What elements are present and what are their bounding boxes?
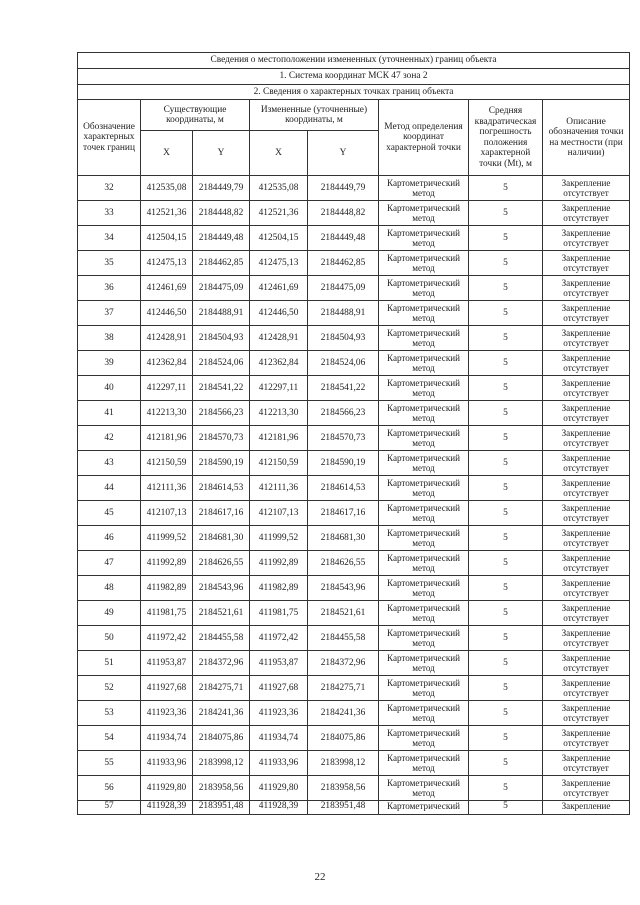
cell-existing-x: 411934,74 <box>141 726 193 751</box>
cell-existing-x: 412107,13 <box>141 501 193 526</box>
table-row <box>78 751 630 776</box>
cell-existing-y: 2184681,30 <box>193 526 250 551</box>
cell-method: Картометрический метод <box>379 301 469 326</box>
cell-description: Закрепление отсутствует <box>543 526 630 551</box>
cell-point-number: 46 <box>78 526 141 551</box>
cell-error: 5 <box>469 801 543 815</box>
cell-changed-x: 411933,96 <box>250 751 308 776</box>
cell-method: Картометрический метод <box>379 501 469 526</box>
cell-description: Закрепление отсутствует <box>543 651 630 676</box>
cell-existing-x: 411999,52 <box>141 526 193 551</box>
table-row <box>78 551 630 576</box>
cell-changed-x: 412297,11 <box>250 376 308 401</box>
table-row <box>78 476 630 501</box>
table-row <box>78 726 630 751</box>
cell-method: Картометрический метод <box>379 651 469 676</box>
cell-changed-x: 411934,74 <box>250 726 308 751</box>
cell-method: Картометрический метод <box>379 426 469 451</box>
cell-method: Картометрический метод <box>379 276 469 301</box>
cell-point-number: 33 <box>78 201 141 226</box>
cell-changed-x: 411929,80 <box>250 776 308 801</box>
cell-changed-y: 2184372,96 <box>308 651 379 676</box>
cell-changed-y: 2183998,12 <box>308 751 379 776</box>
cell-point-number: 48 <box>78 576 141 601</box>
cell-point-number: 54 <box>78 726 141 751</box>
cell-changed-x: 412475,13 <box>250 251 308 276</box>
cell-error: 5 <box>469 226 543 251</box>
cell-method: Картометрический метод <box>379 176 469 201</box>
cell-existing-x: 412213,30 <box>141 401 193 426</box>
cell-method: Картометрический метод <box>379 326 469 351</box>
cell-description: Закрепление отсутствует <box>543 476 630 501</box>
cell-error: 5 <box>469 776 543 801</box>
cell-error: 5 <box>469 326 543 351</box>
cell-point-number: 50 <box>78 626 141 651</box>
cell-method: Картометрический метод <box>379 226 469 251</box>
cell-error: 5 <box>469 501 543 526</box>
table-title: Сведения о местоположении измененных (уточненных) границ объекта <box>78 53 630 69</box>
cell-description: Закрепление отсутствует <box>543 601 630 626</box>
cell-method: Картометрический метод <box>379 551 469 576</box>
cell-error: 5 <box>469 476 543 501</box>
cell-point-number: 53 <box>78 701 141 726</box>
table-row <box>78 501 630 526</box>
cell-existing-y: 2184475,09 <box>193 276 250 301</box>
cell-changed-y: 2184475,09 <box>308 276 379 301</box>
table-row <box>78 326 630 351</box>
cell-existing-y: 2184488,91 <box>193 301 250 326</box>
cell-method: Картометрический метод <box>379 476 469 501</box>
cell-changed-y: 2184449,48 <box>308 226 379 251</box>
header-existing-x: X <box>141 131 193 176</box>
cell-description: Закрепление отсутствует <box>543 351 630 376</box>
cell-method: Картометрический метод <box>379 576 469 601</box>
cell-changed-x: 412150,59 <box>250 451 308 476</box>
cell-changed-x: 412521,36 <box>250 201 308 226</box>
cell-existing-y: 2184543,96 <box>193 576 250 601</box>
cell-existing-y: 2184566,23 <box>193 401 250 426</box>
cell-existing-y: 2184449,48 <box>193 226 250 251</box>
cell-description: Закрепление отсутствует <box>543 626 630 651</box>
cell-description: Закрепление отсутствует <box>543 176 630 201</box>
cell-changed-x: 411992,89 <box>250 551 308 576</box>
cell-existing-y: 2184590,19 <box>193 451 250 476</box>
cell-existing-y: 2183998,12 <box>193 751 250 776</box>
table-row <box>78 526 630 551</box>
cell-method: Картометрический метод <box>379 676 469 701</box>
cell-changed-y: 2184075,86 <box>308 726 379 751</box>
cell-description: Закрепление отсутствует <box>543 701 630 726</box>
cell-error: 5 <box>469 451 543 476</box>
coordinate-system: 1. Система координат МСК 47 зона 2 <box>78 69 630 85</box>
cell-existing-y: 2184614,53 <box>193 476 250 501</box>
cell-changed-x: 411928,39 <box>250 801 308 815</box>
cell-changed-y: 2184541,22 <box>308 376 379 401</box>
section-title: 2. Сведения о характерных точках границ объекта <box>78 85 630 100</box>
table-row <box>78 426 630 451</box>
cell-existing-x: 412475,13 <box>141 251 193 276</box>
cell-changed-y: 2184590,19 <box>308 451 379 476</box>
cell-method: Картометрический метод <box>379 526 469 551</box>
cell-description: Закрепление отсутствует <box>543 201 630 226</box>
cell-changed-x: 412111,36 <box>250 476 308 501</box>
table-row <box>78 701 630 726</box>
cell-changed-x: 412181,96 <box>250 426 308 451</box>
cell-point-number: 38 <box>78 326 141 351</box>
cell-existing-x: 411972,42 <box>141 626 193 651</box>
cell-error: 5 <box>469 626 543 651</box>
cell-changed-y: 2184448,82 <box>308 201 379 226</box>
cell-error: 5 <box>469 576 543 601</box>
cell-error: 5 <box>469 526 543 551</box>
table-row <box>78 451 630 476</box>
cell-changed-y: 2184504,93 <box>308 326 379 351</box>
cell-existing-y: 2184626,55 <box>193 551 250 576</box>
cell-changed-y: 2184455,58 <box>308 626 379 651</box>
cell-point-number: 45 <box>78 501 141 526</box>
cell-changed-x: 411982,89 <box>250 576 308 601</box>
cell-point-number: 32 <box>78 176 141 201</box>
cell-existing-x: 412535,08 <box>141 176 193 201</box>
cell-changed-x: 412504,15 <box>250 226 308 251</box>
cell-existing-y: 2184449,79 <box>193 176 250 201</box>
cell-description: Закрепление отсутствует <box>543 776 630 801</box>
header-description: Описание обозначения точки на местности (при наличии) <box>543 100 630 176</box>
cell-description: Закрепление отсутствует <box>543 426 630 451</box>
table-row <box>78 276 630 301</box>
cell-error: 5 <box>469 176 543 201</box>
coordinates-table <box>77 52 630 815</box>
header-changed-x: X <box>250 131 308 176</box>
cell-point-number: 47 <box>78 551 141 576</box>
cell-existing-x: 412446,50 <box>141 301 193 326</box>
cell-description: Закрепление отсутствует <box>543 401 630 426</box>
cell-error: 5 <box>469 401 543 426</box>
cell-description: Закрепление отсутствует <box>543 226 630 251</box>
cell-changed-y: 2183951,48 <box>308 801 379 815</box>
cell-description: Закрепление отсутствует <box>543 576 630 601</box>
table-row <box>78 251 630 276</box>
cell-changed-y: 2184543,96 <box>308 576 379 601</box>
cell-changed-x: 412107,13 <box>250 501 308 526</box>
cell-method: Картометрический метод <box>379 376 469 401</box>
cell-method: Картометрический метод <box>379 701 469 726</box>
cell-description: Закрепление <box>543 801 630 815</box>
cell-point-number: 40 <box>78 376 141 401</box>
header-designation: Обозначение характерных точек границ <box>78 100 141 176</box>
cell-error: 5 <box>469 301 543 326</box>
cell-error: 5 <box>469 701 543 726</box>
table-row <box>78 351 630 376</box>
cell-point-number: 55 <box>78 751 141 776</box>
header-existing-y: Y <box>193 131 250 176</box>
cell-existing-y: 2184275,71 <box>193 676 250 701</box>
cell-existing-x: 412461,69 <box>141 276 193 301</box>
cell-changed-y: 2184524,06 <box>308 351 379 376</box>
cell-existing-y: 2184570,73 <box>193 426 250 451</box>
cell-point-number: 34 <box>78 226 141 251</box>
cell-existing-x: 412181,96 <box>141 426 193 451</box>
cell-error: 5 <box>469 201 543 226</box>
cell-method: Картометрический метод <box>379 401 469 426</box>
cell-changed-x: 412362,84 <box>250 351 308 376</box>
table-row <box>78 676 630 701</box>
cell-existing-x: 411928,39 <box>141 801 193 815</box>
table-row <box>78 376 630 401</box>
cell-description: Закрепление отсутствует <box>543 676 630 701</box>
cell-method: Картометрический метод <box>379 251 469 276</box>
cell-changed-y: 2184462,85 <box>308 251 379 276</box>
table-row <box>78 301 630 326</box>
cell-method: Картометрический метод <box>379 351 469 376</box>
cell-error: 5 <box>469 351 543 376</box>
cell-changed-x: 412446,50 <box>250 301 308 326</box>
cell-existing-x: 411992,89 <box>141 551 193 576</box>
cell-error: 5 <box>469 601 543 626</box>
cell-changed-x: 412535,08 <box>250 176 308 201</box>
cell-existing-y: 2184241,36 <box>193 701 250 726</box>
cell-changed-y: 2184521,61 <box>308 601 379 626</box>
cell-description: Закрепление отсутствует <box>543 301 630 326</box>
cell-changed-y: 2184614,53 <box>308 476 379 501</box>
table-row <box>78 226 630 251</box>
cell-existing-y: 2184617,16 <box>193 501 250 526</box>
cell-description: Закрепление отсутствует <box>543 276 630 301</box>
cell-existing-x: 412362,84 <box>141 351 193 376</box>
cell-point-number: 52 <box>78 676 141 701</box>
cell-error: 5 <box>469 751 543 776</box>
cell-error: 5 <box>469 251 543 276</box>
cell-existing-y: 2184521,61 <box>193 601 250 626</box>
cell-changed-y: 2184681,30 <box>308 526 379 551</box>
header-changed: Измененные (уточненные) координаты, м <box>250 100 379 131</box>
table-row <box>78 651 630 676</box>
table-row <box>78 626 630 651</box>
table-row <box>78 176 630 201</box>
cell-changed-y: 2183958,56 <box>308 776 379 801</box>
cell-changed-x: 412461,69 <box>250 276 308 301</box>
cell-existing-x: 412504,15 <box>141 226 193 251</box>
cell-changed-x: 411927,68 <box>250 676 308 701</box>
cell-error: 5 <box>469 676 543 701</box>
cell-existing-x: 412297,11 <box>141 376 193 401</box>
cell-error: 5 <box>469 276 543 301</box>
cell-changed-x: 411981,75 <box>250 601 308 626</box>
cell-point-number: 56 <box>78 776 141 801</box>
cell-changed-y: 2184570,73 <box>308 426 379 451</box>
cell-changed-y: 2184449,79 <box>308 176 379 201</box>
cell-existing-y: 2184524,06 <box>193 351 250 376</box>
table-row <box>78 576 630 601</box>
cell-existing-y: 2183951,48 <box>193 801 250 815</box>
cell-description: Закрепление отсутствует <box>543 551 630 576</box>
cell-description: Закрепление отсутствует <box>543 726 630 751</box>
cell-point-number: 37 <box>78 301 141 326</box>
cell-point-number: 57 <box>78 801 141 815</box>
cell-point-number: 35 <box>78 251 141 276</box>
cell-existing-x: 412150,59 <box>141 451 193 476</box>
cell-method: Картометрический метод <box>379 751 469 776</box>
cell-existing-x: 411933,96 <box>141 751 193 776</box>
cell-existing-y: 2184541,22 <box>193 376 250 401</box>
cell-point-number: 49 <box>78 601 141 626</box>
cell-existing-x: 411953,87 <box>141 651 193 676</box>
cell-changed-x: 411953,87 <box>250 651 308 676</box>
cell-existing-x: 412521,36 <box>141 201 193 226</box>
cell-description: Закрепление отсутствует <box>543 501 630 526</box>
table-row <box>78 401 630 426</box>
cell-existing-y: 2184075,86 <box>193 726 250 751</box>
cell-description: Закрепление отсутствует <box>543 751 630 776</box>
cell-method: Картометрический <box>379 801 469 815</box>
cell-changed-x: 411999,52 <box>250 526 308 551</box>
cell-changed-y: 2184617,16 <box>308 501 379 526</box>
cell-existing-y: 2184462,85 <box>193 251 250 276</box>
cell-error: 5 <box>469 726 543 751</box>
table-row <box>78 801 630 815</box>
header-existing: Существующие координаты, м <box>141 100 250 131</box>
header-method: Метод определения координат характерной точки <box>379 100 469 176</box>
cell-description: Закрепление отсутствует <box>543 376 630 401</box>
cell-description: Закрепление отсутствует <box>543 451 630 476</box>
cell-changed-x: 412428,91 <box>250 326 308 351</box>
cell-point-number: 36 <box>78 276 141 301</box>
cell-changed-y: 2184626,55 <box>308 551 379 576</box>
cell-existing-x: 411923,36 <box>141 701 193 726</box>
cell-existing-y: 2184504,93 <box>193 326 250 351</box>
header-error: Средняя квадратическая погрешность положения характерной точки (Mt), м <box>469 100 543 176</box>
cell-method: Картометрический метод <box>379 776 469 801</box>
cell-description: Закрепление отсутствует <box>543 326 630 351</box>
cell-existing-y: 2184455,58 <box>193 626 250 651</box>
cell-changed-y: 2184488,91 <box>308 301 379 326</box>
cell-existing-y: 2184448,82 <box>193 201 250 226</box>
table-row <box>78 201 630 226</box>
cell-error: 5 <box>469 651 543 676</box>
table-row <box>78 776 630 801</box>
header-changed-y: Y <box>308 131 379 176</box>
cell-existing-y: 2183958,56 <box>193 776 250 801</box>
cell-method: Картометрический метод <box>379 626 469 651</box>
cell-existing-x: 412111,36 <box>141 476 193 501</box>
cell-point-number: 41 <box>78 401 141 426</box>
cell-point-number: 39 <box>78 351 141 376</box>
cell-changed-x: 411972,42 <box>250 626 308 651</box>
cell-existing-x: 412428,91 <box>141 326 193 351</box>
cell-existing-x: 411927,68 <box>141 676 193 701</box>
cell-existing-y: 2184372,96 <box>193 651 250 676</box>
cell-changed-y: 2184241,36 <box>308 701 379 726</box>
cell-method: Картометрический метод <box>379 201 469 226</box>
cell-point-number: 43 <box>78 451 141 476</box>
cell-existing-x: 411929,80 <box>141 776 193 801</box>
page-number: 22 <box>314 871 326 883</box>
cell-point-number: 44 <box>78 476 141 501</box>
cell-point-number: 51 <box>78 651 141 676</box>
cell-changed-y: 2184275,71 <box>308 676 379 701</box>
cell-description: Закрепление отсутствует <box>543 251 630 276</box>
cell-method: Картометрический метод <box>379 451 469 476</box>
cell-error: 5 <box>469 551 543 576</box>
cell-changed-y: 2184566,23 <box>308 401 379 426</box>
cell-error: 5 <box>469 376 543 401</box>
cell-changed-x: 411923,36 <box>250 701 308 726</box>
cell-existing-x: 411981,75 <box>141 601 193 626</box>
cell-point-number: 42 <box>78 426 141 451</box>
cell-method: Картометрический метод <box>379 601 469 626</box>
cell-error: 5 <box>469 426 543 451</box>
table-row <box>78 601 630 626</box>
cell-method: Картометрический метод <box>379 726 469 751</box>
cell-existing-x: 411982,89 <box>141 576 193 601</box>
cell-changed-x: 412213,30 <box>250 401 308 426</box>
